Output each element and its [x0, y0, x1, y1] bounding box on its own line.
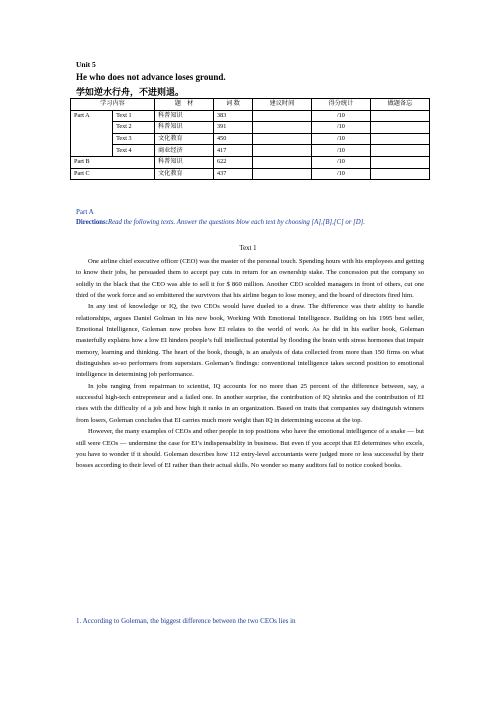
header-cell: 词 数: [214, 99, 253, 111]
score-cell: /10: [311, 168, 370, 180]
time-cell: [252, 145, 311, 157]
topic-cell: 商业经济: [154, 145, 213, 157]
memo-cell: [370, 122, 429, 134]
words-cell: 383: [214, 110, 253, 122]
memo-cell: [370, 168, 429, 180]
part-cell: Part C: [71, 168, 155, 180]
words-cell: 622: [214, 156, 253, 168]
topic-cell: 科普知识: [154, 110, 213, 122]
words-cell: 391: [214, 122, 253, 134]
topic-cell: 科普知识: [154, 122, 213, 134]
time-cell: [252, 110, 311, 122]
paragraph: One airline chief executive officer (CEO) was the master of the personal touch. Spending hours with his employees and getting to know their jobs, he persuaded them to accept pay cuts in return for an ownership stake. The concession put the company so solidly in the black that the CEO was able to sell it for $ 860 million. Another CEO scolded managers in front of others, cut one third of the work force and so embittered the survivors that his airline began to lose money, and the board of directors fired him.: [76, 258, 424, 300]
paragraph: In any test of knowledge or IQ, the two CEOs would have dueled to a draw. The difference was their ability to handle relationships, argues Daniel Golman in his new book, Working With Emotional Intelligence. Building on his 1995 best seller, Emotional Intelligence, Goleman now probes how EI relates to the world of work. As he did in his earlier book, Goleman masterfully explains how a low EI hinders people’s full intellectual potential by flooding the brain with stress hormones that impair memory, learning and thinking. The heart of the book, though, is an analysis of data collected from more than 150 firms on what distinguishes so-so performers from superstars. Goleman’s findings: conventional intelligence takes second position to emotional intelligence in determining job performance.: [76, 303, 424, 379]
directions-label: Directions:: [76, 219, 108, 226]
part-cell: Part A: [71, 110, 113, 156]
words-cell: 450: [214, 133, 253, 145]
unit-label: Unit 5: [76, 60, 96, 69]
section-label: Part A: [76, 208, 94, 216]
words-cell: 437: [214, 168, 253, 180]
text-cell: Text 2: [113, 122, 155, 134]
words-cell: 417: [214, 145, 253, 157]
score-cell: /10: [311, 156, 370, 168]
time-cell: [252, 133, 311, 145]
topic-cell: 文化教育: [154, 168, 213, 180]
header-cell: 做题备忘: [370, 99, 429, 111]
table-row: [71, 156, 430, 168]
table-row: [71, 145, 430, 157]
header-cell: 建议时间: [252, 99, 311, 111]
time-cell: [252, 168, 311, 180]
passage: [76, 256, 424, 472]
time-cell: [252, 156, 311, 168]
table-row: [71, 133, 430, 145]
topic-cell: 文化教育: [154, 133, 213, 145]
score-cell: /10: [311, 133, 370, 145]
part-cell: Part B: [71, 156, 155, 168]
memo-cell: [370, 145, 429, 157]
memo-cell: [370, 110, 429, 122]
text-cell: Text 4: [113, 145, 155, 157]
table-row: [71, 168, 430, 180]
text-heading: Text 1: [239, 245, 257, 252]
header-cell: 学习内容: [71, 99, 155, 111]
unit-title-english: He who does not advance loses ground.: [76, 72, 226, 82]
unit-title-chinese: 学如逆水行舟，不进则退。: [76, 88, 185, 98]
topic-cell: 科普知识: [154, 156, 213, 168]
text-cell: Text 1: [113, 110, 155, 122]
score-cell: /10: [311, 110, 370, 122]
table-row: [71, 122, 430, 134]
memo-cell: [370, 133, 429, 145]
score-cell: /10: [311, 145, 370, 157]
text-cell: Text 3: [113, 133, 155, 145]
paragraph: However, the many examples of CEOs and other people in top positions who have the emotional intelligence of a snake — but still were CEOs — undermine the case for EI’s indispensability in business. But even if you accept that EI determines who excels, you have to wonder if it should. Goleman describes how 112 entry-level accountants were judged more or less successful by their bosses according to their level of EI rather than their actual skills. No wonder so many auditors fail to notice cooked books.: [76, 428, 424, 470]
directions: [76, 218, 424, 229]
header-cell: 题 材: [154, 99, 213, 111]
paragraph: In jobs ranging from repairman to scientist, IQ accounts for no more than 25 percent of the difference between, say, a successful high-tech entrepreneur and a failed one. In another surprise, the contribution of IQ shrinks and the contribution of EI rises with the difficulty of a job and how high it ranks in an organization. Based on traits that companies say distinguish winners from losers, Goleman concludes that EI carries much more weight than IQ in determining success at the top.: [76, 382, 424, 424]
score-cell: /10: [311, 122, 370, 134]
study-plan-table: [70, 98, 430, 180]
header-cell: 得分统计: [311, 99, 370, 111]
question-1: 1. According to Goleman, the biggest difference between the two CEOs lies in: [76, 617, 296, 625]
memo-cell: [370, 156, 429, 168]
table-row: [71, 110, 430, 122]
directions-text: Read the following texts. Answer the questions blow each text by choosing [A],[B],[C] or [D].: [107, 219, 365, 226]
table-header-row: [71, 99, 430, 111]
time-cell: [252, 122, 311, 134]
